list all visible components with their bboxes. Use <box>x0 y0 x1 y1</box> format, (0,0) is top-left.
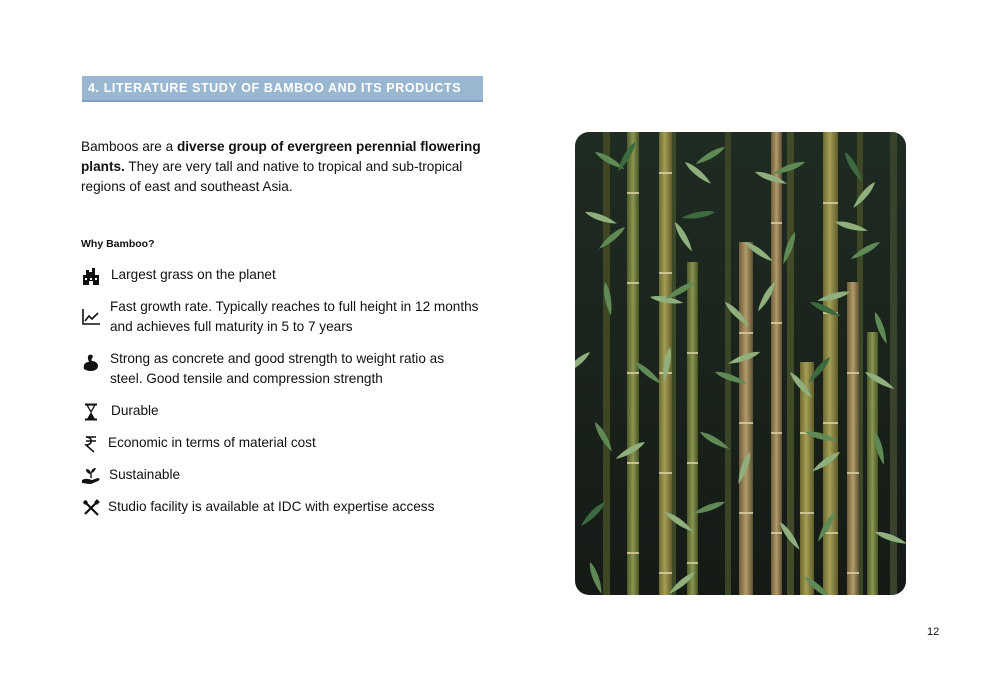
feature-item <box>80 349 480 389</box>
intro-text-start: Bamboos are a <box>81 139 177 154</box>
strength-arm-icon <box>80 352 102 372</box>
feature-text: Studio facility is available at IDC with expertise access <box>108 499 435 514</box>
feature-item <box>80 401 481 422</box>
feature-item <box>80 297 480 337</box>
intro-text-end: They are very tall and native to tropical and sub-tropical regions of east and southeast Asia. <box>81 159 463 194</box>
page-number: 12 <box>927 626 940 638</box>
tools-icon <box>80 498 102 518</box>
bamboo-photo <box>575 132 906 595</box>
rupee-icon <box>80 434 102 454</box>
sprout-hand-icon <box>80 466 102 486</box>
section-title: 4. LITERATURE STUDY OF BAMBOO AND ITS PRODUCTS <box>88 81 462 95</box>
feature-text: Strong as concrete and good strength to weight ratio as steel. Good tensile and compression strength <box>110 351 445 386</box>
why-bamboo-heading: Why Bamboo? <box>81 238 155 250</box>
growth-chart-icon <box>80 307 102 327</box>
feature-text: Sustainable <box>109 467 181 482</box>
feature-item <box>80 497 478 518</box>
feature-text: Largest grass on the planet <box>111 267 276 282</box>
intro-paragraph <box>81 137 481 197</box>
section-heading-bar <box>82 76 483 102</box>
feature-text: Economic in terms of material cost <box>108 435 316 450</box>
feature-text: Fast growth rate. Typically reaches to full height in 12 months and achieves full maturity in 5 to 7 years <box>110 299 479 334</box>
building-icon <box>80 266 102 286</box>
intro-text-bold: diverse group of evergreen perennial flowering plants. <box>81 139 481 174</box>
hourglass-icon <box>80 402 102 422</box>
feature-item <box>80 265 481 286</box>
feature-item <box>80 465 479 486</box>
feature-item <box>80 433 478 454</box>
feature-text: Durable <box>111 403 159 418</box>
